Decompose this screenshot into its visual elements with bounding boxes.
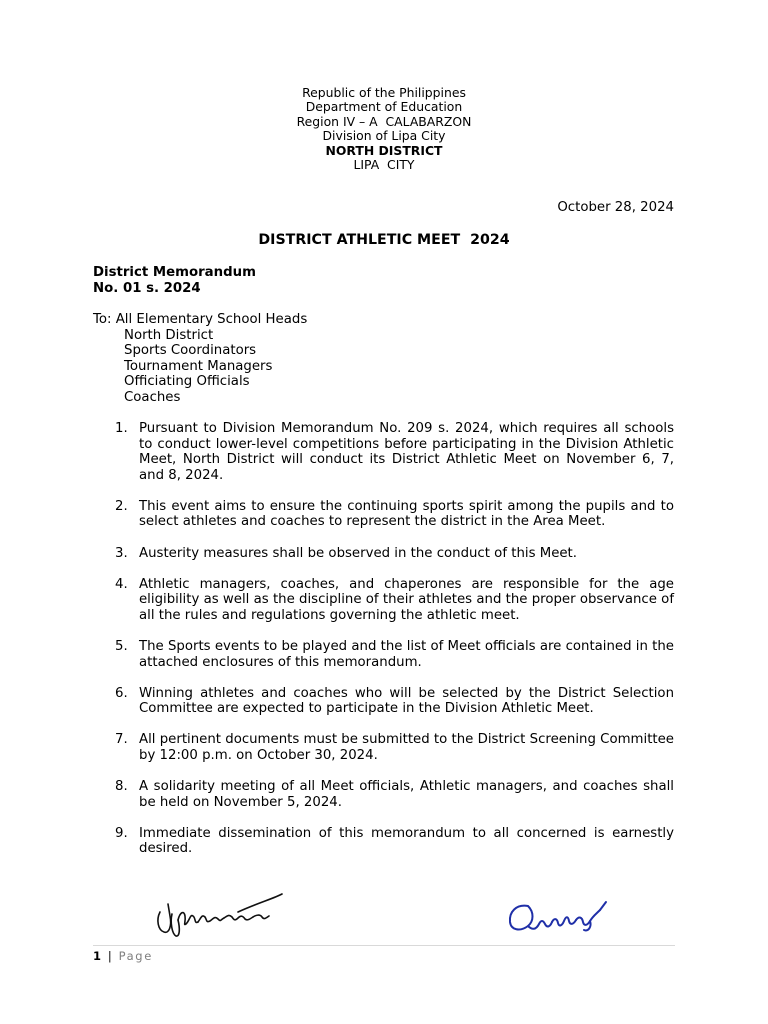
signature-left-ink (150, 890, 285, 940)
memo-number: No. 01 s. 2024 (93, 281, 201, 296)
memo-item-number: 8. (115, 779, 128, 794)
letterhead-republic: Republic of the Philippines (302, 85, 466, 100)
memo-item-text: Pursuant to Division Memorandum No. 209 s. 2024, which requires all schools to conduct lower-level competitions before participating in the Division Athletic Meet, North District will conduct its District Athletic Meet on November 6, 7, and 8, 2024. (139, 421, 674, 483)
document-title: DISTRICT ATHLETIC MEET 2024 (258, 232, 510, 248)
memo-type: District Memorandum (93, 265, 256, 280)
memo-item-number: 6. (115, 685, 128, 701)
recipient-line: Tournament Managers (124, 358, 273, 374)
letterhead (0, 86, 768, 172)
memo-item (93, 779, 674, 810)
page-number: 1 (93, 949, 103, 963)
memo-item-number: 4. (115, 576, 128, 592)
memo-item-text: Winning athletes and coaches who will be selected by the District Selection Committee are expected to participate in the Division Athletic Meet. (139, 685, 674, 717)
memo-item-number: 1. (115, 421, 128, 436)
letterhead-department: Department of Education (305, 99, 463, 115)
memo-item-text: Austerity measures shall be observed in the conduct of this Meet. (139, 545, 577, 561)
memo-date: October 28, 2024 (557, 200, 674, 215)
memo-item-text: The Sports events to be played and the list of Meet officials are contained in the attached enclosures of this memorandum. (139, 638, 674, 670)
memo-item-number: 3. (115, 545, 128, 561)
memo-item-text: Immediate dissemination of this memorandum to all concerned is earnestly desired. (139, 825, 674, 857)
recipient-line: Sports Coordinators (124, 343, 257, 359)
memo-item-text: This event aims to ensure the continuing sports spirit among the pupils and to select athletes and coaches to represent the district in the Area Meet. (139, 498, 674, 530)
memo-item-number: 9. (115, 825, 128, 841)
memo-number-block (93, 265, 256, 297)
signature-right (506, 896, 616, 942)
page-footer (93, 949, 153, 963)
page-separator: | (107, 949, 114, 963)
recipient-line: Coaches (124, 389, 181, 405)
memo-items-list (93, 421, 674, 872)
memo-item-text: Athletic managers, coaches, and chaperones are responsible for the age eligibility as well as the discipline of their athletes and the proper observance of all the rules and regulations governing the athletic meet. (139, 576, 674, 623)
memo-item-text: A solidarity meeting of all Meet officials, Athletic managers, and coaches shall be held on November 5, 2024. (139, 779, 674, 810)
recipient-line: To: All Elementary School Heads (93, 312, 308, 327)
memo-item-number: 5. (115, 638, 128, 654)
recipients-block (93, 312, 307, 406)
recipient-line: North District (124, 327, 214, 343)
signature-left (150, 890, 285, 944)
memo-item (93, 686, 674, 717)
letterhead-region: Region IV – A CALABARZON (296, 113, 472, 129)
memo-item-text: All pertinent documents must be submitted to the District Screening Committee by 12:00 p.m. on October 30, 2024. (139, 732, 674, 763)
memo-item (93, 639, 674, 670)
recipient-line: Officiating Officials (124, 374, 250, 390)
memo-item-number: 2. (115, 498, 128, 514)
letterhead-district: NORTH DISTRICT (325, 142, 443, 158)
memo-item (93, 577, 674, 624)
memo-item (93, 732, 674, 763)
memo-item (93, 826, 674, 857)
memo-item-number: 7. (115, 732, 128, 748)
letterhead-city: LIPA CITY (353, 157, 415, 173)
signature-right-ink (506, 896, 616, 938)
footer-divider (93, 945, 675, 946)
memo-item (93, 421, 674, 483)
letterhead-division: Division of Lipa City (322, 128, 446, 144)
memo-item (93, 546, 674, 562)
page-label: Page (118, 949, 153, 963)
memo-item (93, 499, 674, 530)
